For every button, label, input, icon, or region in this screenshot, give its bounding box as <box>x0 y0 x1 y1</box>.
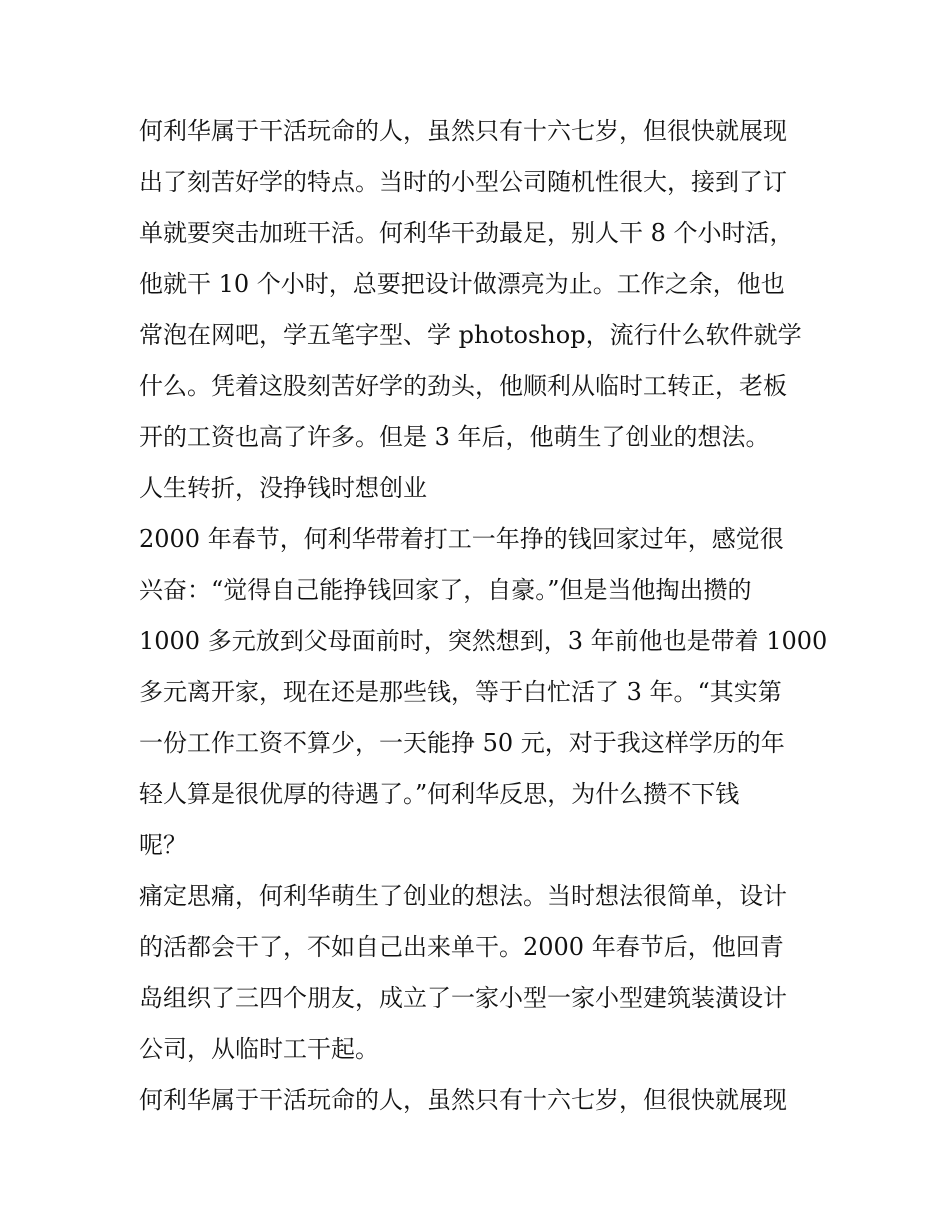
text-line: 岛组织了三四个朋友，成立了一家小型一家小型建筑装潢设计 <box>139 984 787 1012</box>
text-line: 什么。凭着这股刻苦好学的劲头，他顺利从临时工转正，老板 <box>139 372 787 400</box>
text-line: 1000 多元放到父母面前时，突然想到，3 年前他也是带着 1000 <box>139 627 828 655</box>
text-line: 一份工作工资不算少，一天能挣 50 元，对于我这样学历的年 <box>139 729 785 757</box>
text-line: 2000 年春节，何利华带着打工一年挣的钱回家过年，感觉很 <box>139 525 784 553</box>
article-body <box>139 107 828 1127</box>
text-line: 何利华属于干活玩命的人，虽然只有十六七岁，但很快就展现 <box>139 1086 787 1114</box>
text-line: 出了刻苦好学的特点。当时的小型公司随机性很大，接到了订 <box>139 168 787 196</box>
text-line: 常泡在网吧，学五笔字型、学 photoshop，流行什么软件就学 <box>139 321 802 349</box>
text-line: 单就要突击加班干活。何利华干劲最足，别人干 8 个小时活， <box>139 219 794 247</box>
text-line: 开的工资也高了许多。但是 3 年后，他萌生了创业的想法。 <box>139 423 770 451</box>
text-line: 兴奋：“觉得自己能挣钱回家了，自豪。”但是当他掏出攒的 <box>139 576 752 604</box>
text-line: 多元离开家，现在还是那些钱，等于白忙活了 3 年。“其实第 <box>139 678 782 706</box>
text-line: 何利华属于干活玩命的人，虽然只有十六七岁，但很快就展现 <box>139 117 787 145</box>
text-line: 他就干 10 个小时，总要把设计做漂亮为止。工作之余，他也 <box>139 270 785 298</box>
section-heading: 人生转折，没挣钱时想创业 <box>139 474 427 502</box>
text-line: 痛定思痛，何利华萌生了创业的想法。当时想法很简单，设计 <box>139 882 787 910</box>
text-line: 公司，从临时工干起。 <box>139 1035 379 1063</box>
text-line: 呢？ <box>139 831 187 859</box>
text-line: 轻人算是很优厚的待遇了。”何利华反思，为什么攒不下钱 <box>139 780 740 808</box>
text-line: 的活都会干了，不如自己出来单干。2000 年春节后，他回青 <box>139 933 784 961</box>
